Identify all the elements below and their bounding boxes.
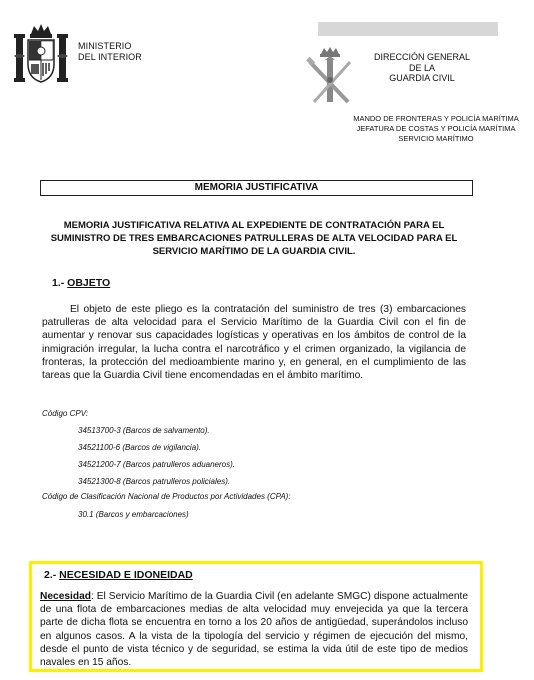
spain-coat-of-arms-icon <box>14 22 68 88</box>
ministry-line-1: MINISTERIO <box>78 41 132 51</box>
sub-line-1: MANDO DE FRONTERAS Y POLICÍA MARÍTIMA <box>353 114 519 123</box>
gc-directorate-title <box>360 52 484 84</box>
sub-line-2: JEFATURA DE COSTAS Y POLICÍA MARÍTIMA <box>356 124 516 133</box>
section-1-title: OBJETO <box>67 277 111 289</box>
cpv-item: 34521300-8 (Barcos patrulleros policiales). <box>78 477 231 486</box>
ministry-line-2: DEL INTERIOR <box>78 52 142 62</box>
section-2-text: : El Servicio Marítimo de la Guardia Civil (en adelante SMGC) dispone actualmente de una flota de embarcaciones medias de alta velocidad muy envejecida ya que la tercera parte de dicha flota se encuentra en torno a los 20 años de antigüedad, superándolos incluso en algunos casos. A la vista de la tipología del servicio y régimen de ejecución del mismo, desde el punto de vista técnico y de seguridad, se estima la vida útil de este tipo de medios navales en 15 años. <box>40 591 468 669</box>
document-main-title: MEMORIA JUSTIFICATIVA RELATIVA AL EXPEDIENTE DE CONTRATACIÓN PARA EL SUMINISTRO DE TRES EMBARCACIONES PATRULLERAS DE ALTA VELOCIDAD PARA EL SERVICIO MARÍTIMO DE LA GUARDIA CIVIL. <box>50 220 458 257</box>
section-2-paragraph <box>40 590 468 669</box>
gc-line-1: DIRECCIÓN GENERAL <box>373 52 471 62</box>
cpa-label: Código de Clasificación Nacional de Productos por Actividades (CPA): <box>42 492 291 501</box>
section-1-paragraph: El objeto de este pliego es la contratación del suministro de tres (3) embarcaciones patrulleras de alta velocidad para el Servicio Marítimo de la Guardia Civil con el fin de aumentar y renovar sus capacidades logísticas y operativas en los ámbitos de control de la inmigración irregular, la lucha contra el narcotráfico y el crimen organizado, la vigilancia de fronteras, la protección del medioambiente marino y, en general, en el cumplimiento de las tareas que la Guardia Civil tiene encomendadas en el ámbito marítimo. <box>42 304 466 382</box>
gc-line-2: DE LA <box>408 62 435 73</box>
section-2-title: NECESIDAD E IDONEIDAD <box>59 569 193 581</box>
gc-subunits <box>346 114 526 144</box>
cpv-item: 34513700-3 (Barcos de salvamento). <box>78 426 210 435</box>
guardia-civil-emblem-icon <box>304 46 356 108</box>
document-type-box: MEMORIA JUSTIFICATIVA <box>40 180 473 196</box>
section-1-heading <box>52 277 110 289</box>
cpv-item: 34521100-6 (Barcos de vigilancia). <box>78 443 202 452</box>
cpv-item: 34521200-7 (Barcos patrulleros aduaneros). <box>78 460 235 469</box>
cpv-label: Código CPV: <box>42 409 89 418</box>
sub-line-3: SERVICIO MARÍTIMO <box>398 134 474 143</box>
section-1-number: 1.- <box>52 277 68 289</box>
ministry-name <box>78 41 142 63</box>
section-2-number: 2.- <box>44 569 60 581</box>
cpa-item: 30.1 (Barcos y embarcaciones) <box>78 510 189 519</box>
necesidad-label: Necesidad <box>40 591 91 602</box>
header-gray-bar <box>318 22 498 36</box>
gc-line-3: GUARDIA CIVIL <box>389 73 455 83</box>
section-2-heading <box>44 569 193 581</box>
